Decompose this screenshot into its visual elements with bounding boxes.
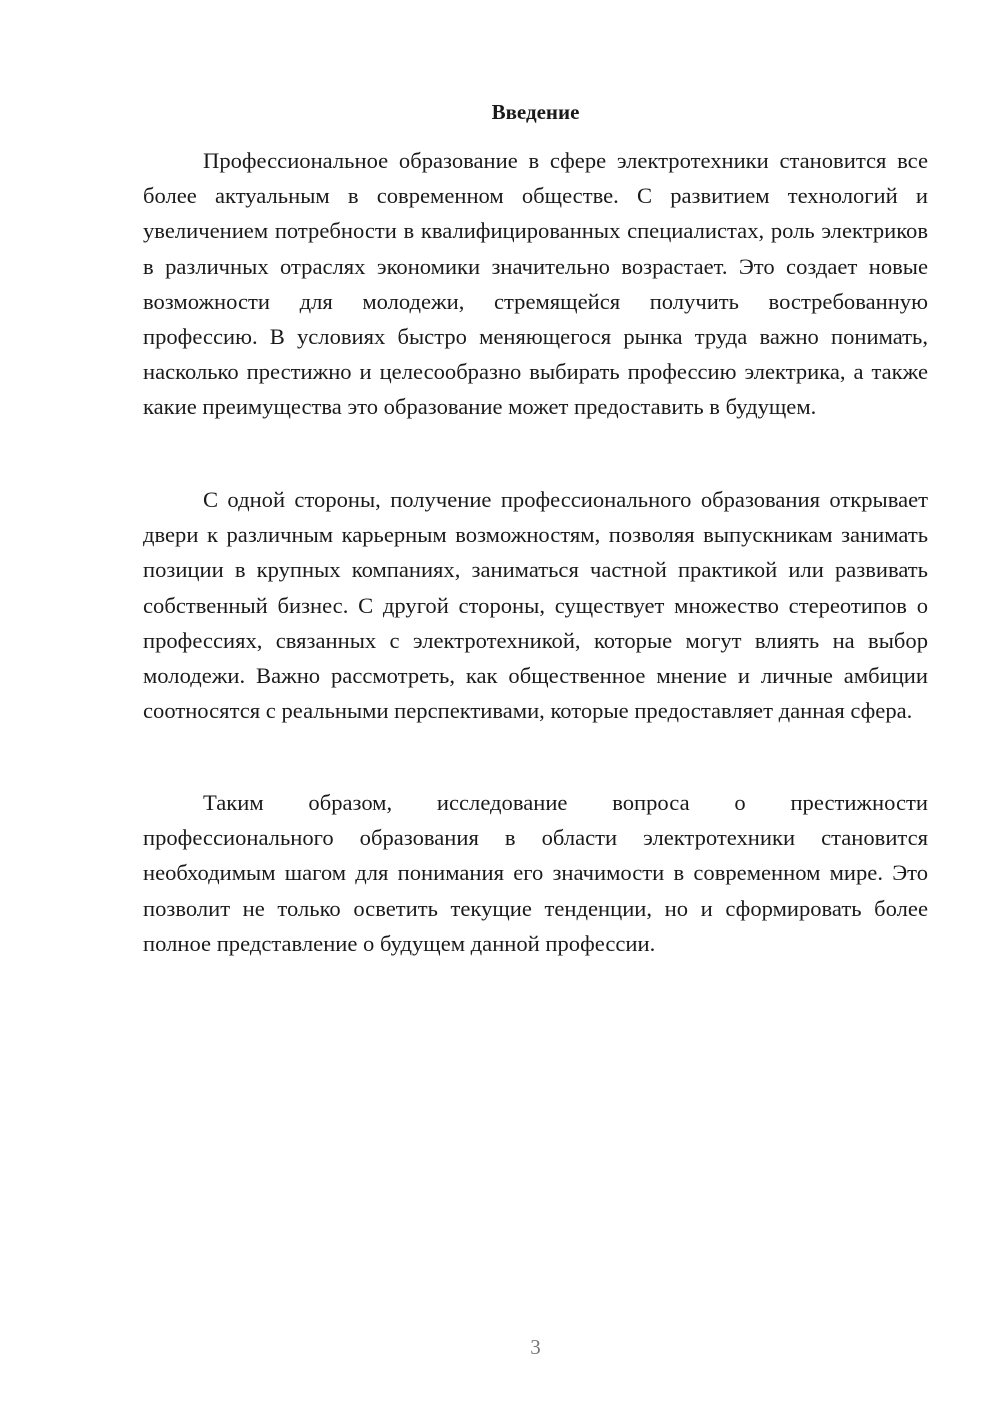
page-number: 3: [530, 1335, 541, 1359]
paragraph-1: Профессиональное образование в сфере электротехники становится все более актуальным в современном обществе. С развитием технологий и увеличением потребности в квалифицированных специалистах, роль электриков в различных отраслях экономики значительно возрастает. Это создает новые возможности для молодежи, стремящейся получить востребованную профессию. В условиях быстро меняющегося рынка труда важно понимать, насколько престижно и целесообразно выбирать профессию электрика, а также какие преимущества это образование может предоставить в будущем.: [143, 148, 928, 420]
paragraph-2: С одной стороны, получение профессионального образования открывает двери к различным карьерным возможностям, позволяя выпускникам занимать позиции в крупных компаниях, заниматься частной практикой или развивать собственный бизнес. С другой стороны, существует множество стереотипов о профессиях, связанных с электротехникой, которые могут влиять на выбор молодежи. Важно рассмотреть, как общественное мнение и личные амбиции соотносятся с реальными перспективами, которые предоставляет данная сфера.: [143, 487, 928, 724]
paragraph-3: Таким образом, исследование вопроса о престижности профессионального образования в области электротехники становится необходимым шагом для понимания его значимости в современном мире. Это позволит не только осветить текущие тенденции, но и сформировать более полное представление о будущем данной профессии.: [143, 790, 928, 956]
section-title: Введение: [491, 100, 580, 124]
document-page: [143, 0, 928, 1414]
